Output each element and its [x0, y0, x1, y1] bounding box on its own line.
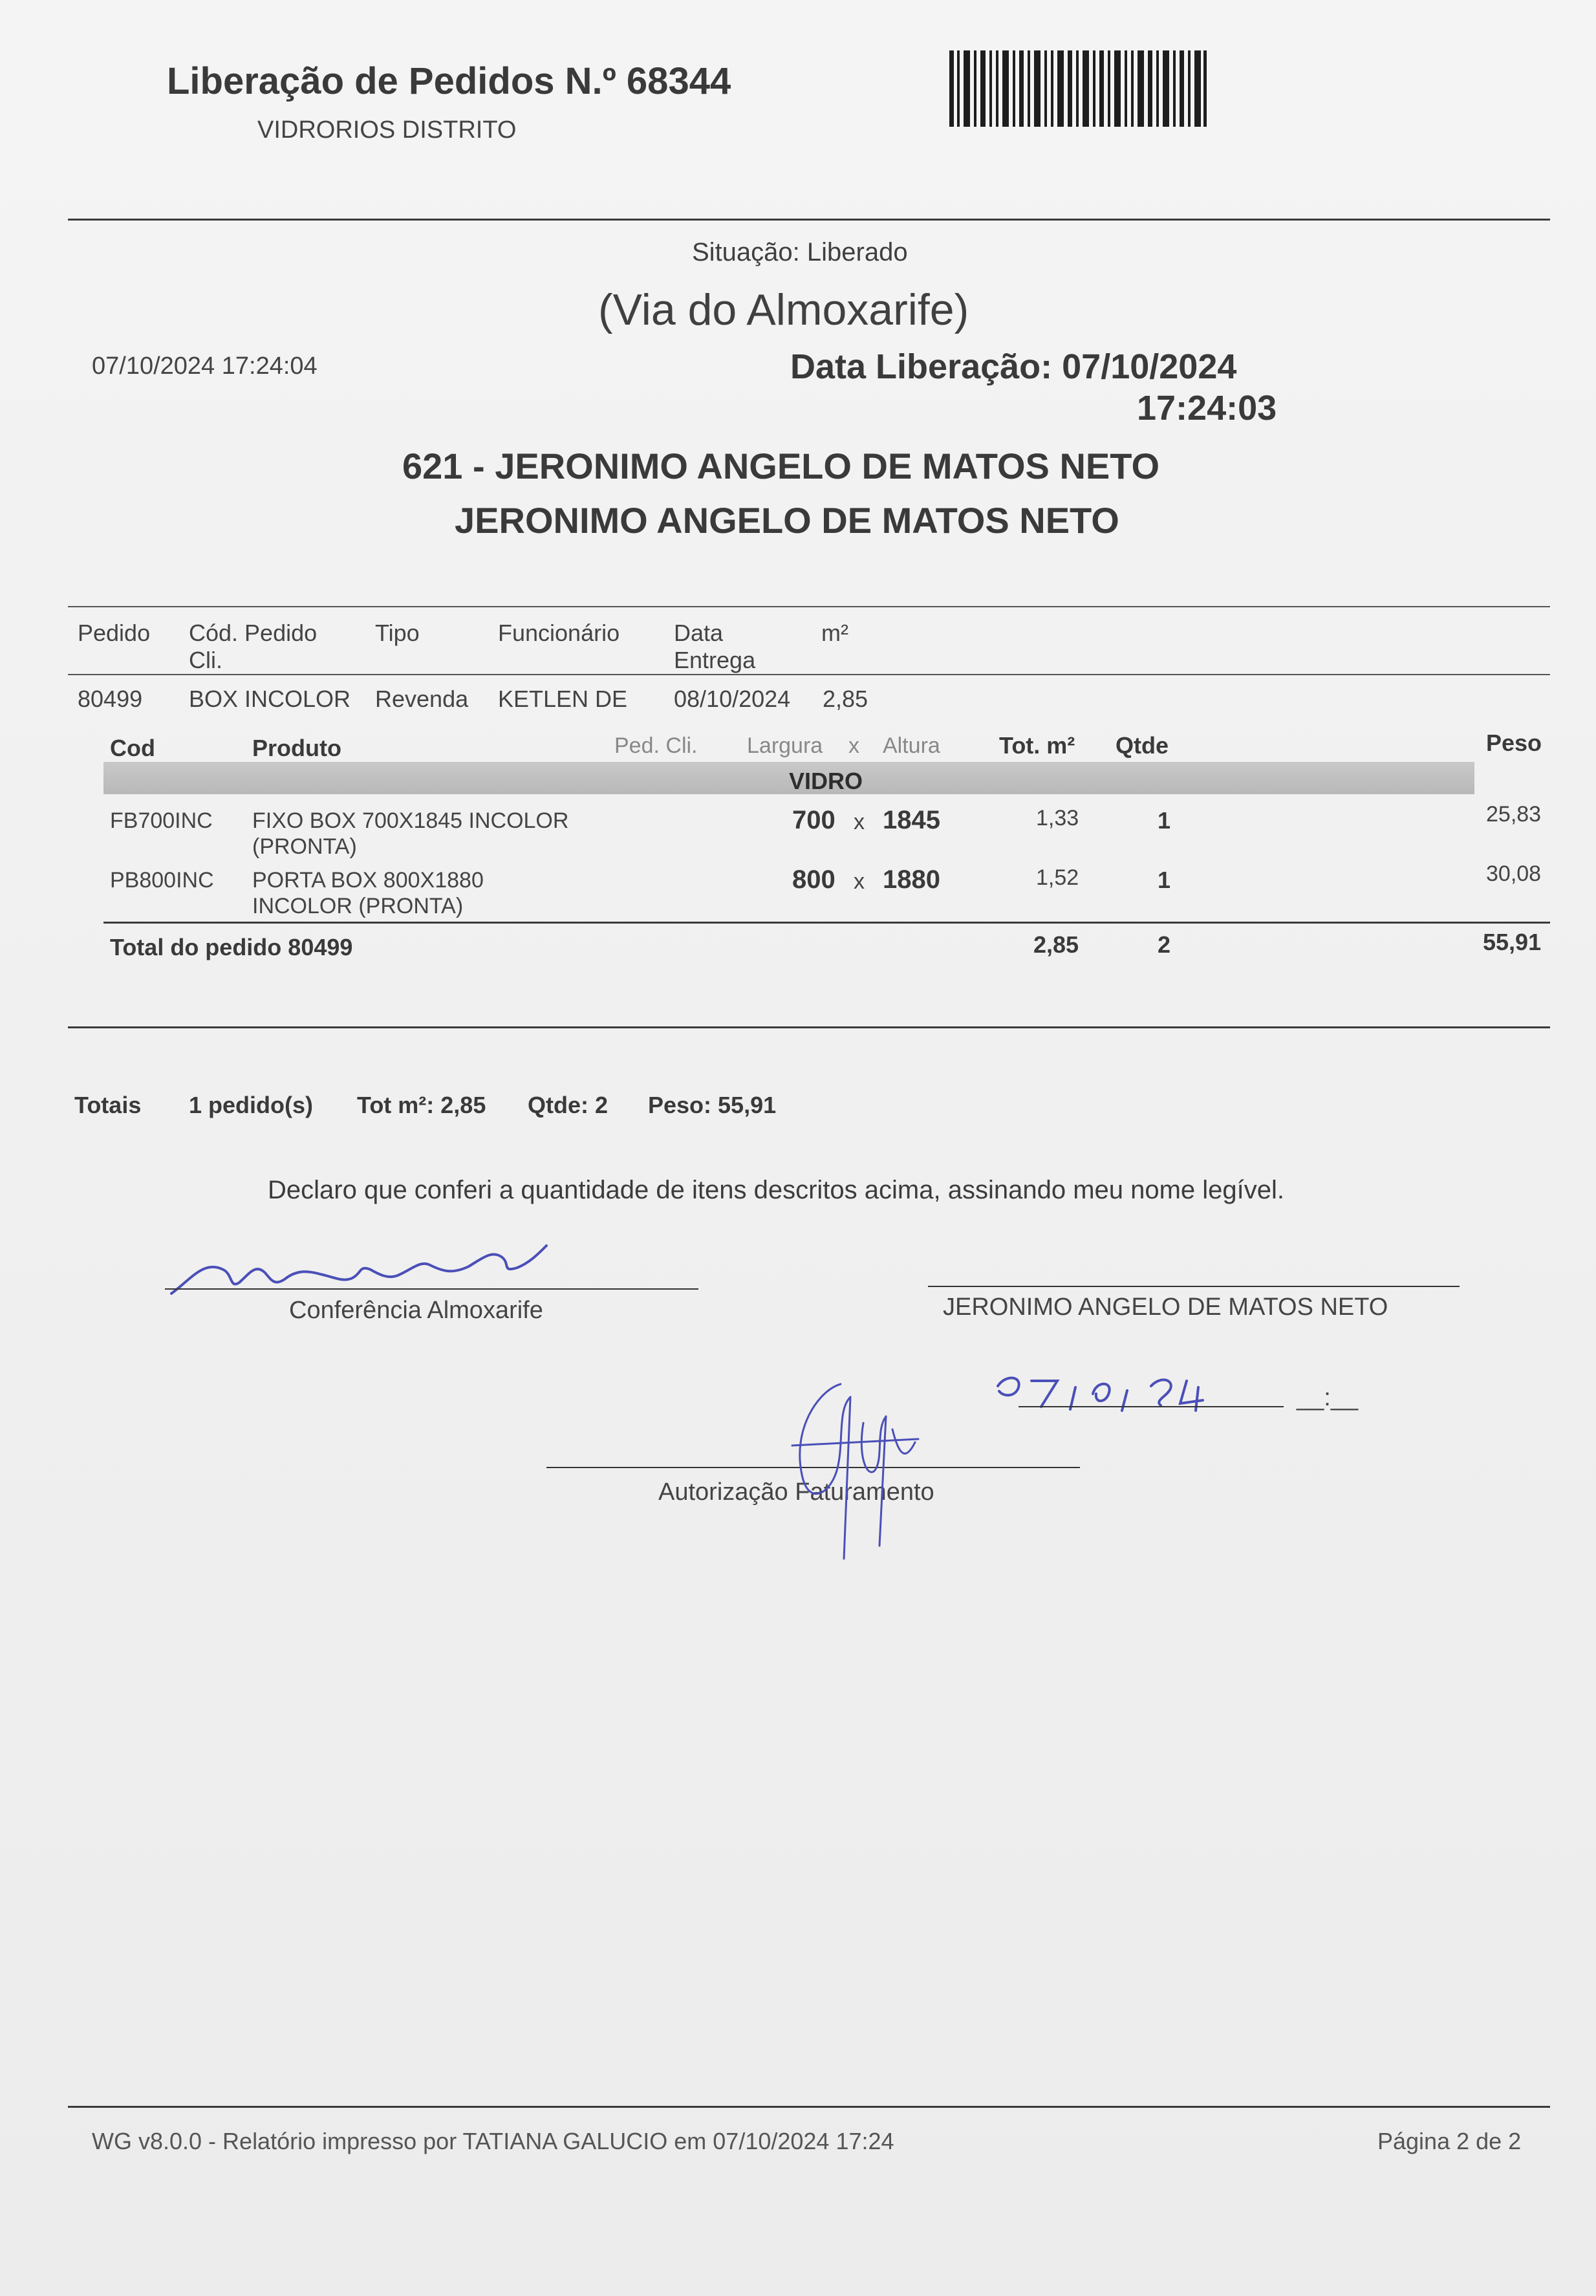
item-width: 800	[792, 865, 836, 894]
footer-divider	[68, 2106, 1550, 2108]
item-peso: 30,08	[1486, 861, 1542, 886]
item-height: 1880	[883, 865, 940, 894]
order-total-m2: 2,85	[1033, 931, 1079, 958]
liberation-time: 17:24:03	[1137, 389, 1277, 428]
col-header-data: Data	[674, 620, 724, 646]
item-x: x	[854, 869, 865, 894]
order-delivery-date: 08/10/2024	[674, 686, 791, 712]
declaration-text: Declaro que conferi a quantidade de itens descritos acima, assinando meu nome legível.	[268, 1176, 1285, 1204]
header-divider	[68, 219, 1550, 221]
col-header-pedido: Pedido	[78, 620, 151, 646]
item-header-x: x	[848, 733, 859, 758]
item-product: PORTA BOX 800X1880	[252, 868, 484, 893]
item-header-produto: Produto	[252, 735, 341, 761]
item-header-largura: Largura	[747, 733, 823, 758]
order-total-label: Total do pedido 80499	[110, 934, 353, 960]
item-header-ped-cli: Ped. Cli.	[614, 733, 698, 758]
summary-peso: Peso: 55,91	[648, 1092, 777, 1118]
page-number: Página 2 de 2	[1377, 2128, 1522, 2154]
item-qtde: 1	[1158, 867, 1171, 893]
authorization-signature-icon	[779, 1371, 928, 1565]
item-tot-m2: 1,33	[1036, 806, 1079, 830]
order-client-code: BOX INCOLOR	[189, 686, 351, 712]
order-employee: KETLEN DE	[498, 686, 628, 712]
client-signature-label: JERONIMO ANGELO DE MATOS NETO	[943, 1294, 1388, 1321]
signature-line-conferencia	[165, 1288, 698, 1290]
company-name: VIDRORIOS DISTRITO	[257, 116, 517, 144]
item-qtde: 1	[1158, 807, 1171, 834]
item-product-line2: (PRONTA)	[252, 834, 357, 859]
summary-qtde: Qtde: 2	[528, 1092, 609, 1118]
order-table-header-line	[68, 674, 1550, 675]
item-header-peso: Peso	[1486, 730, 1542, 756]
handwritten-date-icon	[993, 1368, 1303, 1420]
liberation-date: Data Liberação: 07/10/2024	[790, 347, 1237, 386]
order-total-peso: 55,91	[1483, 929, 1542, 955]
client-code-name: 621 - JERONIMO ANGELO DE MATOS NETO	[402, 446, 1159, 486]
order-total-qtde: 2	[1158, 931, 1171, 958]
items-total-line	[103, 922, 1550, 924]
item-tot-m2: 1,52	[1036, 865, 1079, 890]
conferencia-label: Conferência Almoxarife	[289, 1297, 543, 1324]
item-width: 700	[792, 806, 836, 834]
summary-divider	[68, 1026, 1550, 1028]
date-time-suffix: __:__	[1297, 1384, 1359, 1411]
item-header-altura: Altura	[883, 733, 940, 758]
status-text: Situação: Liberado	[692, 238, 908, 266]
print-timestamp: 07/10/2024 17:24:04	[92, 352, 318, 380]
summary-orders: 1 pedido(s)	[189, 1092, 314, 1118]
order-table-top-line	[68, 606, 1550, 607]
item-height: 1845	[883, 806, 940, 834]
document-title: Liberação de Pedidos N.º 68344	[167, 60, 731, 102]
date-line	[1019, 1406, 1284, 1407]
client-name: JERONIMO ANGELO DE MATOS NETO	[455, 500, 1119, 541]
item-product-line2: INCOLOR (PRONTA)	[252, 894, 464, 918]
item-cod: PB800INC	[110, 868, 214, 893]
autorizacao-label: Autorização Faturamento	[658, 1478, 934, 1506]
col-header-funcionario: Funcionário	[498, 620, 620, 646]
signature-line-client	[928, 1286, 1460, 1287]
item-header-qtde: Qtde	[1116, 732, 1169, 759]
col-header-cod-pedido: Cód. Pedido	[189, 620, 318, 646]
item-product: FIXO BOX 700X1845 INCOLOR	[252, 808, 569, 833]
item-cod: FB700INC	[110, 808, 213, 833]
footer-report-info: WG v8.0.0 - Relatório impresso por TATIANA GALUCIO em 07/10/2024 17:24	[92, 2128, 894, 2154]
summary-tot-m2: Tot m²: 2,85	[357, 1092, 486, 1118]
item-header-tot-m2: Tot. m²	[999, 732, 1075, 759]
col-header-tipo: Tipo	[375, 620, 420, 646]
order-type: Revenda	[375, 686, 469, 712]
order-number: 80499	[78, 686, 143, 712]
group-label: VIDRO	[789, 768, 863, 794]
item-peso: 25,83	[1486, 802, 1542, 827]
copy-type: (Via do Almoxarife)	[598, 285, 969, 334]
col-header-cod-pedido-cli: Cli.	[189, 647, 222, 673]
item-x: x	[854, 810, 865, 834]
order-m2: 2,85	[823, 686, 868, 712]
col-header-m2: m²	[821, 620, 848, 646]
item-header-cod: Cod	[110, 735, 155, 761]
barcode-icon	[949, 50, 1207, 127]
col-header-data-entrega: Entrega	[674, 647, 756, 673]
summary-label: Totais	[74, 1092, 142, 1118]
